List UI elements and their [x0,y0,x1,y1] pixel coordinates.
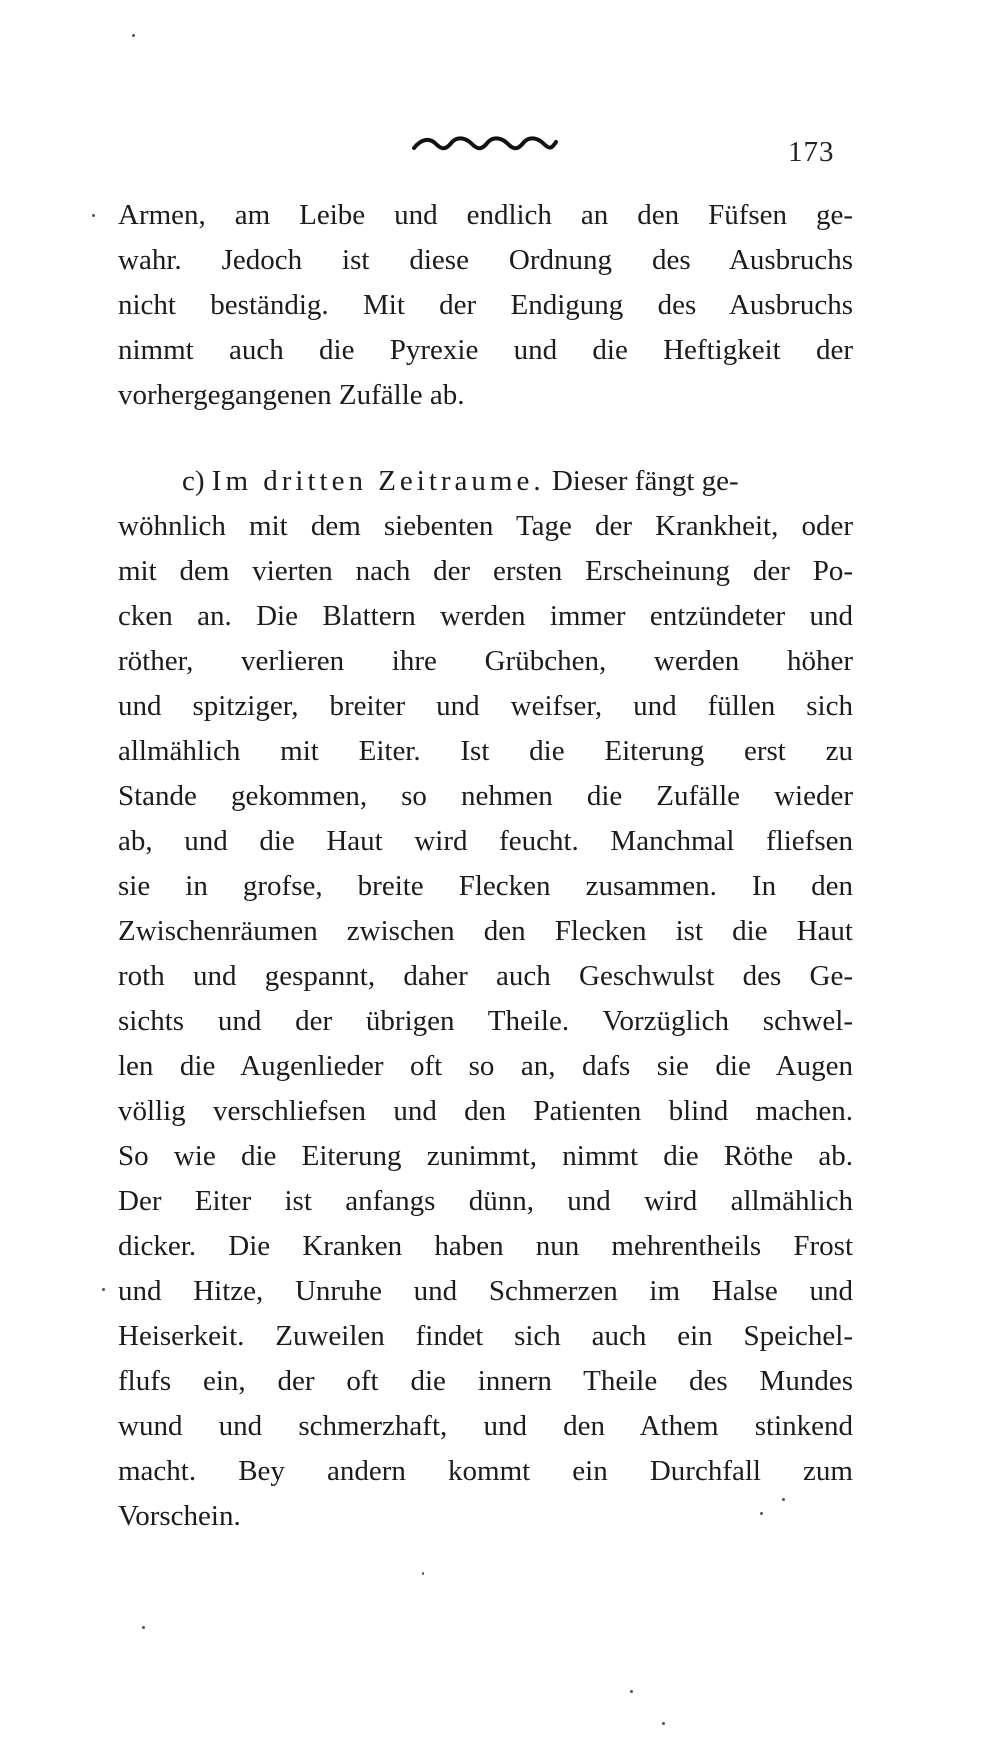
header-ornament [410,132,560,156]
first-line-rest: Dieser fängt ge- [544,465,739,497]
paper-speck [92,214,95,217]
paper-speck [782,1498,785,1501]
page-number: 173 [788,136,835,168]
paragraph-2-first-line [118,459,853,504]
text-line: vorhergegangenen Zufälle ab. [118,379,465,411]
paper-speck [760,1512,763,1515]
paper-speck [422,1572,424,1575]
text-line: Der Eiter ist anfangs dünn, und wird allmählich [118,1185,853,1217]
text-line: ab, und die Haut wird feucht. Manchmal fliefsen [118,825,853,857]
text-line: Vorschein. [118,1500,241,1532]
text-line: nicht beständig. Mit der Endigung des Ausbruchs [118,289,853,321]
text-line: und spitziger, breiter und weifser, und füllen sich [118,690,853,722]
text-line: wahr. Jedoch ist diese Ordnung des Ausbruchs [118,244,853,276]
paper-speck [142,1626,145,1629]
text-line: nimmt auch die Pyrexie und die Heftigkeit der [118,334,853,366]
text-line: Armen, am Leibe und endlich an den Füfsen ge- [118,199,853,231]
text-line: Heiserkeit. Zuweilen findet sich auch ein Speichel- [118,1320,853,1352]
section-marker: c) [182,465,212,497]
text-line: Zwischenräumen zwischen den Flecken ist die Haut [118,915,853,947]
paper-speck [630,1690,633,1693]
text-line: und Hitze, Unruhe und Schmerzen im Halse und [118,1275,853,1307]
text-line: macht. Bey andern kommt ein Durchfall zum [118,1455,853,1487]
text-line: sichts und der übrigen Theile. Vorzüglich schwel- [118,1005,853,1037]
text-line: wund und schmerzhaft, und den Athem stinkend [118,1410,853,1442]
text-line: wöhnlich mit dem siebenten Tage der Krankheit, oder [118,510,853,542]
text-line: So wie die Eiterung zunimmt, nimmt die Röthe ab. [118,1140,853,1172]
text-line: sie in grofse, breite Flecken zusammen. In den [118,870,853,902]
text-line: mit dem vierten nach der ersten Erscheinung der Po- [118,555,853,587]
paper-speck [102,1288,105,1291]
text-line: len die Augenlieder oft so an, dafs sie die Augen [118,1050,853,1082]
text-line: dicker. Die Kranken haben nun mehrentheils Frost [118,1230,853,1262]
text-line: allmählich mit Eiter. Ist die Eiterung erst zu [118,735,853,767]
paragraph-1 [118,193,853,418]
section-heading: Im dritten Zeitraume. [211,465,545,497]
text-line: roth und gespannt, daher auch Geschwulst des Ge- [118,960,853,992]
paper-speck [132,34,135,37]
text-line: flufs ein, der oft die innern Theile des Mundes [118,1365,853,1397]
text-line: cken an. Die Blattern werden immer entzündeter und [118,600,853,632]
text-line: völlig verschliefsen und den Patienten blind machen. [118,1095,853,1127]
paper-speck [662,1722,665,1725]
text-line: röther, verlieren ihre Grübchen, werden höher [118,645,853,677]
paragraph-2 [118,459,853,1539]
text-line: Stande gekommen, so nehmen die Zufälle wieder [118,780,853,812]
